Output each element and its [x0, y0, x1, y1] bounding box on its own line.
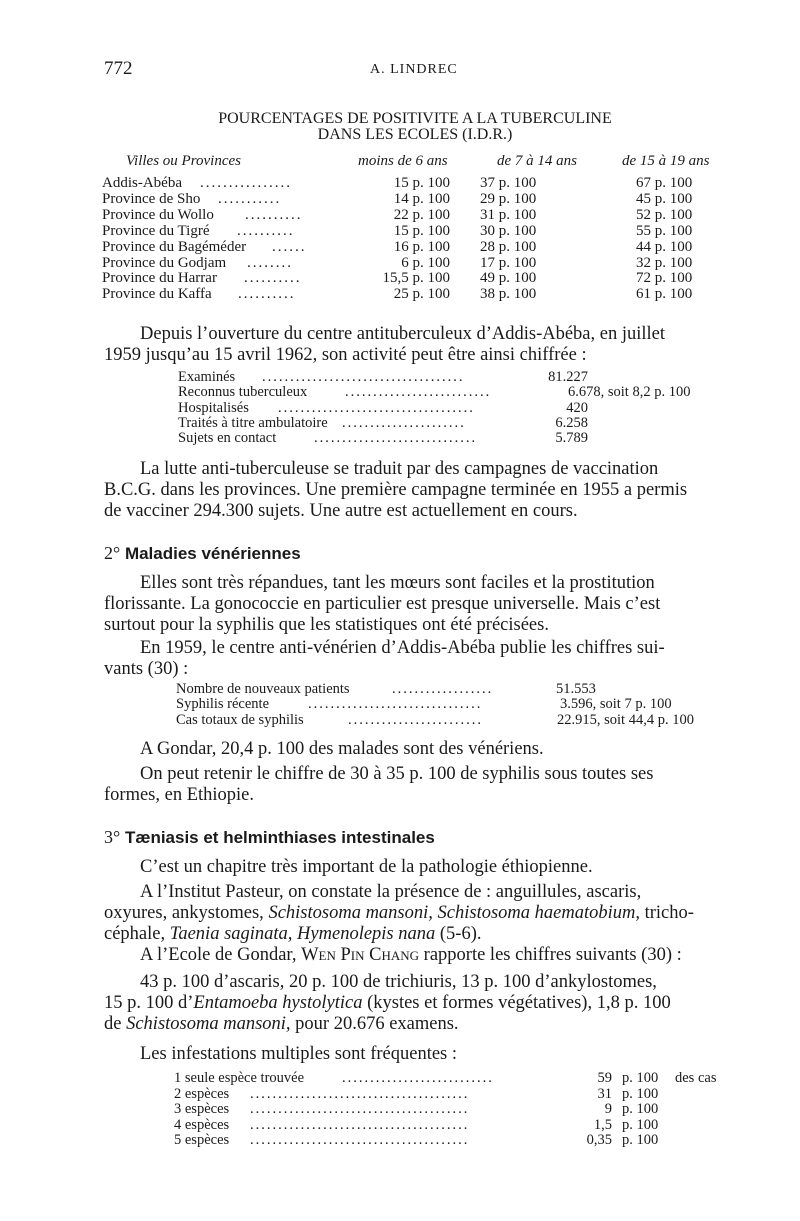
species-names: Schistosoma mansoni, [126, 1014, 291, 1034]
infestation-value: 9 [604, 1101, 612, 1117]
leader-dots: ...... [272, 238, 307, 255]
infestation-unit: p. 100 [622, 1085, 659, 1102]
place-cell: Addis-Abéba [102, 175, 182, 191]
cell-7to14: 37 p. 100 [480, 175, 537, 191]
paragraph-chiffre [104, 764, 728, 806]
table-row [0, 385, 800, 401]
leader-dots: .......................... [345, 384, 492, 401]
syphilis-value: 3.596, soit 7 p. 100 [560, 696, 672, 713]
activity-value: 6.258 [555, 414, 588, 431]
activity-value: 420 [566, 399, 588, 416]
activity-label: Hospitalisés [178, 399, 249, 416]
activity-label: Examinés [178, 369, 236, 385]
leader-dots: .......... [244, 270, 302, 287]
infestation-value: 0,35 [586, 1132, 612, 1148]
cell-7to14: 30 p. 100 [480, 222, 537, 239]
infestation-unit: p. 100 [622, 1101, 659, 1117]
infestation-label: 2 espèces [174, 1085, 230, 1102]
col-header-7to14: de 7 à 14 ans [497, 153, 577, 169]
cell-15to19: 45 p. 100 [636, 190, 693, 207]
activity-value: 81.227 [548, 369, 588, 385]
infestation-label: 3 espèces [174, 1101, 230, 1117]
cell-under6: 6 p. 100 [401, 254, 450, 271]
infestation-unit: p. 100 [622, 1070, 659, 1086]
running-header-author: A. LINDREC [370, 62, 458, 77]
para-line: A l’Institut Pasteur, on constate la présence de : anguillules, ascaris, [140, 882, 642, 902]
table-row [0, 1071, 800, 1087]
cell-15to19: 52 p. 100 [636, 206, 693, 223]
activity-label: Traités à titre ambulatoire [178, 414, 328, 431]
para-text: oxyures, ankystomes, [104, 903, 269, 923]
paragraph-centre-antituberculeux [104, 324, 728, 366]
para-line: B.C.G. dans les provinces. Une première campagne terminée en 1955 a permis [104, 480, 688, 500]
leader-dots: ............................. [314, 430, 478, 447]
activity-value: 5.789 [555, 430, 588, 447]
section-number: 3° [104, 827, 121, 847]
col-header-places: Villes ou Provinces [126, 153, 241, 169]
para-line: vants (30) : [104, 659, 189, 679]
place-cell: Province du Godjam [102, 254, 227, 271]
para-text: 15 p. 100 d’ [104, 993, 194, 1013]
table-row [0, 207, 800, 223]
cell-under6: 14 p. 100 [393, 190, 450, 207]
para-line: A Gondar, 20,4 p. 100 des malades sont des vénériens. [140, 739, 544, 759]
para-line: La lutte anti-tuberculeuse se traduit par des campagnes de vaccination [140, 459, 659, 479]
section-heading-taeniasis [104, 827, 435, 848]
cell-15to19: 55 p. 100 [636, 222, 693, 239]
leader-dots: ................ [200, 175, 292, 191]
table-row [0, 239, 800, 255]
leader-dots: ........ [247, 254, 293, 271]
syphilis-value: 22.915, soit 44,4 p. 100 [557, 711, 694, 728]
table-row [0, 191, 800, 207]
table-row [0, 1102, 800, 1118]
species-names: Schistosoma mansoni, Schistosoma haematobium, [268, 903, 640, 923]
place-cell: Province du Harrar [102, 270, 217, 287]
paragraph-chapitre [104, 857, 728, 878]
cell-7to14: 17 p. 100 [480, 254, 537, 271]
para-line: Les infestations multiples sont fréquentes : [140, 1044, 458, 1064]
cell-15to19: 44 p. 100 [636, 238, 693, 255]
col-header-under6: moins de 6 ans [358, 153, 448, 169]
infestation-value: 31 [597, 1085, 612, 1102]
para-line: On peut retenir le chiffre de 30 à 35 p. 100 de syphilis sous toutes ses [140, 764, 654, 784]
para-text: de [104, 1014, 127, 1034]
para-line: formes, en Ethiopie. [104, 785, 255, 805]
cell-under6: 15,5 p. 100 [382, 270, 450, 287]
paragraph-bcg [104, 459, 728, 522]
cell-7to14: 28 p. 100 [480, 238, 537, 255]
place-cell: Province du Wollo [102, 206, 214, 223]
place-cell: Province de Sho [102, 190, 201, 207]
place-cell: Province du Bagéméder [102, 238, 247, 255]
para-text: A l’Ecole de Gondar, [140, 945, 302, 965]
infestation-label: 5 espèces [174, 1132, 230, 1148]
leader-dots: ....................................... [250, 1101, 470, 1117]
cell-15to19: 32 p. 100 [636, 254, 693, 271]
place-cell: Province du Tigré [102, 222, 210, 239]
para-line: Elles sont très répandues, tant les mœurs sont faciles et la prostitution [140, 573, 655, 593]
place-cell: Province du Kaffa [102, 286, 212, 303]
table-row [0, 255, 800, 271]
col-header-15to19: de 15 à 19 ans [622, 153, 710, 169]
leader-dots: .................................... [262, 369, 465, 385]
syphilis-label: Syphilis récente [176, 696, 270, 713]
cell-7to14: 38 p. 100 [480, 286, 537, 303]
para-line: Depuis l’ouverture du centre antituberculeux d’Addis-Abéba, en juillet [140, 324, 666, 344]
section-heading-veneriennes [104, 543, 301, 564]
cell-under6: 22 p. 100 [393, 206, 450, 223]
infestation-extra: des cas [675, 1070, 717, 1086]
infestation-unit: p. 100 [622, 1116, 659, 1133]
para-text: tricho- [639, 903, 694, 923]
table-row [0, 223, 800, 239]
infestation-value: 59 [597, 1070, 612, 1086]
para-text: (5-6). [435, 924, 482, 944]
paragraph-gondar [104, 739, 728, 760]
para-line: 1959 jusqu’au 15 avril 1962, son activité peut être ainsi chiffrée : [104, 345, 587, 365]
paragraph-repandues [104, 573, 728, 636]
page-number: 772 [104, 58, 133, 79]
para-text: rapporte les chiffres suivants (30) : [419, 945, 682, 965]
table-row [0, 270, 800, 286]
table-row [0, 175, 800, 191]
table-title-line1: POURCENTAGES DE POSITIVITE A LA TUBERCULINE [218, 110, 612, 127]
activity-value: 6.678, soit 8,2 p. 100 [568, 384, 691, 401]
syphilis-label: Nombre de nouveaux patients [176, 681, 350, 697]
leader-dots: .......... [237, 222, 295, 239]
infestation-label: 1 seule espèce trouvée [174, 1070, 305, 1086]
activity-label: Reconnus tuberculeux [178, 384, 308, 401]
species-names: Taenia saginata, Hymenolepis nana [169, 924, 436, 944]
para-line: En 1959, le centre anti-vénérien d’Addis-Abéba publie les chiffres sui- [140, 638, 665, 658]
leader-dots: ........................... [342, 1070, 494, 1086]
para-line: surtout pour la syphilis que les statistiques ont été précisées. [104, 615, 549, 635]
author-name: Wen Pin Chang [301, 945, 420, 965]
leader-dots: .................. [392, 681, 494, 697]
infestation-value: 1,5 [593, 1116, 612, 1133]
cell-15to19: 72 p. 100 [636, 270, 693, 287]
leader-dots: ....................................... [250, 1132, 470, 1148]
cell-15to19: 61 p. 100 [636, 286, 693, 303]
para-text: (kystes et formes végétatives), 1,8 p. 100 [362, 993, 671, 1013]
para-line: de vacciner 294.300 sujets. Une autre est actuellement en cours. [104, 501, 578, 521]
cell-7to14: 49 p. 100 [480, 270, 537, 287]
para-line: 43 p. 100 d’ascaris, 20 p. 100 de trichiuris, 13 p. 100 d’ankylostomes, [140, 972, 657, 992]
syphilis-label: Cas totaux de syphilis [176, 711, 304, 728]
cell-under6: 25 p. 100 [393, 286, 450, 303]
leader-dots: ........... [218, 190, 282, 207]
leader-dots: .......... [238, 286, 296, 303]
paragraph-ascaris [104, 972, 728, 1035]
table-row [0, 697, 800, 713]
leader-dots: ............................... [308, 696, 483, 713]
infestation-unit: p. 100 [622, 1132, 659, 1148]
leader-dots: ....................................... [250, 1085, 470, 1102]
paragraph-infestations [104, 1044, 728, 1065]
section-title: Tæniasis et helminthiases intestinales [124, 828, 435, 847]
leader-dots: ........................ [348, 711, 483, 728]
paragraph-ecole-gondar [104, 945, 728, 966]
para-line: florissante. La gonococcie en particulier est presque universelle. Mais c’est [104, 594, 661, 614]
section-number: 2° [104, 543, 121, 563]
species-names: Entamoeba hystolytica [193, 993, 363, 1013]
table-row [0, 431, 800, 447]
table-row [0, 713, 800, 729]
cell-under6: 15 p. 100 [393, 175, 450, 191]
table-row [0, 1133, 800, 1149]
infestation-label: 4 espèces [174, 1116, 230, 1133]
cell-7to14: 29 p. 100 [480, 190, 537, 207]
table-row [0, 286, 800, 302]
activity-label: Sujets en contact [178, 430, 277, 447]
para-text: céphale, [104, 924, 170, 944]
cell-under6: 15 p. 100 [393, 222, 450, 239]
leader-dots: ................................... [278, 399, 475, 416]
cell-7to14: 31 p. 100 [480, 206, 537, 223]
leader-dots: ....................................... [250, 1116, 470, 1133]
syphilis-value: 51.553 [556, 681, 596, 697]
paragraph-institut-pasteur [104, 882, 728, 945]
leader-dots: .......... [245, 206, 303, 223]
cell-under6: 16 p. 100 [393, 238, 450, 255]
para-text: pour 20.676 examens. [290, 1014, 459, 1034]
table-title-line2: DANS LES ECOLES (I.D.R.) [317, 126, 513, 143]
section-title: Maladies vénériennes [124, 544, 301, 563]
paragraph-1959 [104, 638, 728, 680]
leader-dots: ...................... [342, 414, 466, 431]
cell-15to19: 67 p. 100 [636, 175, 693, 191]
para-line: C’est un chapitre très important de la pathologie éthiopienne. [140, 857, 593, 877]
